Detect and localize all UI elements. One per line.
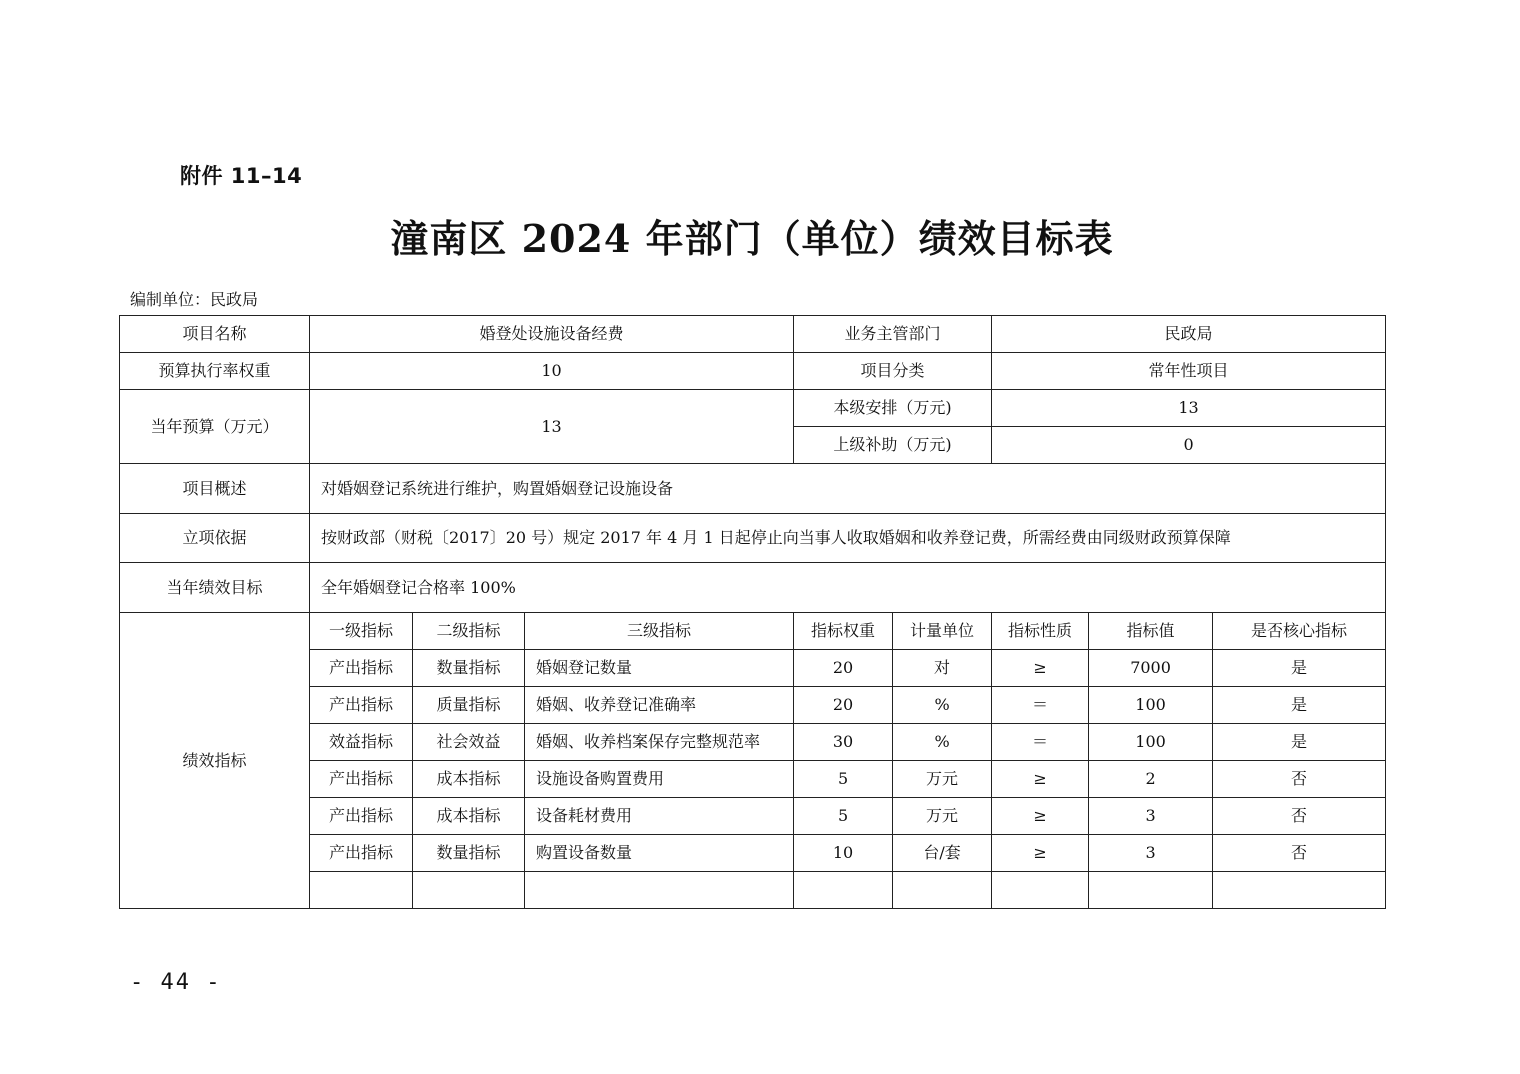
indicator-level2: 数量指标 <box>413 650 525 687</box>
indicator-value: 2 <box>1089 761 1213 798</box>
indicator-weight: 20 <box>794 650 893 687</box>
indicator-core: 否 <box>1213 761 1386 798</box>
row-overview <box>120 464 1386 514</box>
table-row <box>120 835 1386 872</box>
indicator-value: 3 <box>1089 835 1213 872</box>
header-unit: 计量单位 <box>893 613 992 650</box>
table-row <box>120 761 1386 798</box>
goal-value: 全年婚姻登记合格率 100% <box>310 563 1386 613</box>
indicator-value: 100 <box>1089 724 1213 761</box>
table-row <box>120 724 1386 761</box>
local-value: 13 <box>992 390 1386 427</box>
header-weight: 指标权重 <box>794 613 893 650</box>
indicator-unit: % <box>893 724 992 761</box>
indicator-level2: 成本指标 <box>413 798 525 835</box>
indicator-level2: 质量指标 <box>413 687 525 724</box>
row-weight <box>120 353 1386 390</box>
indicator-unit <box>893 872 992 909</box>
dept-value: 民政局 <box>992 316 1386 353</box>
budget-value: 13 <box>310 390 794 464</box>
page-title: 潼南区 2024 年部门（单位）绩效目标表 <box>390 216 1114 261</box>
row-project-name <box>120 316 1386 353</box>
indicator-level3: 婚姻登记数量 <box>525 650 794 687</box>
indicator-level1: 产出指标 <box>310 798 413 835</box>
header-level3: 三级指标 <box>525 613 794 650</box>
indicator-level2 <box>413 872 525 909</box>
goal-label: 当年绩效目标 <box>120 563 310 613</box>
upper-label: 上级补助（万元) <box>794 427 992 464</box>
weight-label: 预算执行率权重 <box>120 353 310 390</box>
indicator-value <box>1089 872 1213 909</box>
indicator-nature: ≥ <box>992 798 1089 835</box>
indicator-weight: 5 <box>794 798 893 835</box>
indicator-unit: 台/套 <box>893 835 992 872</box>
indicator-level1: 产出指标 <box>310 650 413 687</box>
attachment-label: 附件 11–14 <box>180 164 303 188</box>
indicator-unit: 对 <box>893 650 992 687</box>
indicator-nature: ＝ <box>992 687 1089 724</box>
indicator-weight: 5 <box>794 761 893 798</box>
table-row <box>120 872 1386 909</box>
indicator-level2: 社会效益 <box>413 724 525 761</box>
header-level2: 二级指标 <box>413 613 525 650</box>
indicator-unit: 万元 <box>893 798 992 835</box>
header-level1: 一级指标 <box>310 613 413 650</box>
weight-value: 10 <box>310 353 794 390</box>
indicator-level2: 成本指标 <box>413 761 525 798</box>
category-label: 项目分类 <box>794 353 992 390</box>
project-name-label: 项目名称 <box>120 316 310 353</box>
row-indicator-header <box>120 613 1386 650</box>
indicator-level1 <box>310 872 413 909</box>
indicator-level3: 购置设备数量 <box>525 835 794 872</box>
indicator-nature: ＝ <box>992 724 1089 761</box>
indicator-level3 <box>525 872 794 909</box>
budget-label: 当年预算（万元） <box>120 390 310 464</box>
indicator-level1: 产出指标 <box>310 761 413 798</box>
table-row <box>120 687 1386 724</box>
category-value: 常年性项目 <box>992 353 1386 390</box>
indicator-weight: 30 <box>794 724 893 761</box>
indicator-level2: 数量指标 <box>413 835 525 872</box>
indicator-level3: 婚姻、收养登记准确率 <box>525 687 794 724</box>
perf-label: 绩效指标 <box>120 613 310 909</box>
basis-value: 按财政部（财税〔2017〕20 号）规定 2017 年 4 月 1 日起停止向当事人收取婚姻和收养登记费，所需经费由同级财政预算保障 <box>310 514 1386 563</box>
indicator-weight: 20 <box>794 687 893 724</box>
indicator-core: 否 <box>1213 835 1386 872</box>
indicator-weight: 10 <box>794 835 893 872</box>
header-nature: 指标性质 <box>992 613 1089 650</box>
row-budget <box>120 390 1386 427</box>
indicator-unit: 万元 <box>893 761 992 798</box>
project-name-value: 婚登处设施设备经费 <box>310 316 794 353</box>
local-label: 本级安排（万元) <box>794 390 992 427</box>
indicator-value: 100 <box>1089 687 1213 724</box>
indicator-core <box>1213 872 1386 909</box>
page-number: - 44 - <box>130 970 222 995</box>
indicator-level1: 产出指标 <box>310 835 413 872</box>
indicator-weight <box>794 872 893 909</box>
indicator-core: 否 <box>1213 798 1386 835</box>
basis-label: 立项依据 <box>120 514 310 563</box>
indicator-nature: ≥ <box>992 650 1089 687</box>
indicator-level3: 婚姻、收养档案保存完整规范率 <box>525 724 794 761</box>
indicator-nature: ≥ <box>992 761 1089 798</box>
indicator-level1: 产出指标 <box>310 687 413 724</box>
row-basis <box>120 514 1386 563</box>
overview-label: 项目概述 <box>120 464 310 514</box>
table-row <box>120 650 1386 687</box>
dept-label: 业务主管部门 <box>794 316 992 353</box>
indicator-core: 是 <box>1213 650 1386 687</box>
indicator-value: 7000 <box>1089 650 1213 687</box>
indicator-level1: 效益指标 <box>310 724 413 761</box>
table-row <box>120 798 1386 835</box>
indicator-nature: ≥ <box>992 835 1089 872</box>
indicator-value: 3 <box>1089 798 1213 835</box>
header-core: 是否核心指标 <box>1213 613 1386 650</box>
indicator-unit: % <box>893 687 992 724</box>
row-goal <box>120 563 1386 613</box>
indicator-core: 是 <box>1213 687 1386 724</box>
org-unit: 编制单位：民政局 <box>130 290 259 309</box>
overview-value: 对婚姻登记系统进行维护，购置婚姻登记设施设备 <box>310 464 1386 514</box>
indicator-level3: 设备耗材费用 <box>525 798 794 835</box>
header-value: 指标值 <box>1089 613 1213 650</box>
indicator-level3: 设施设备购置费用 <box>525 761 794 798</box>
upper-value: 0 <box>992 427 1386 464</box>
performance-target-table <box>119 315 1386 909</box>
indicator-nature <box>992 872 1089 909</box>
indicator-core: 是 <box>1213 724 1386 761</box>
